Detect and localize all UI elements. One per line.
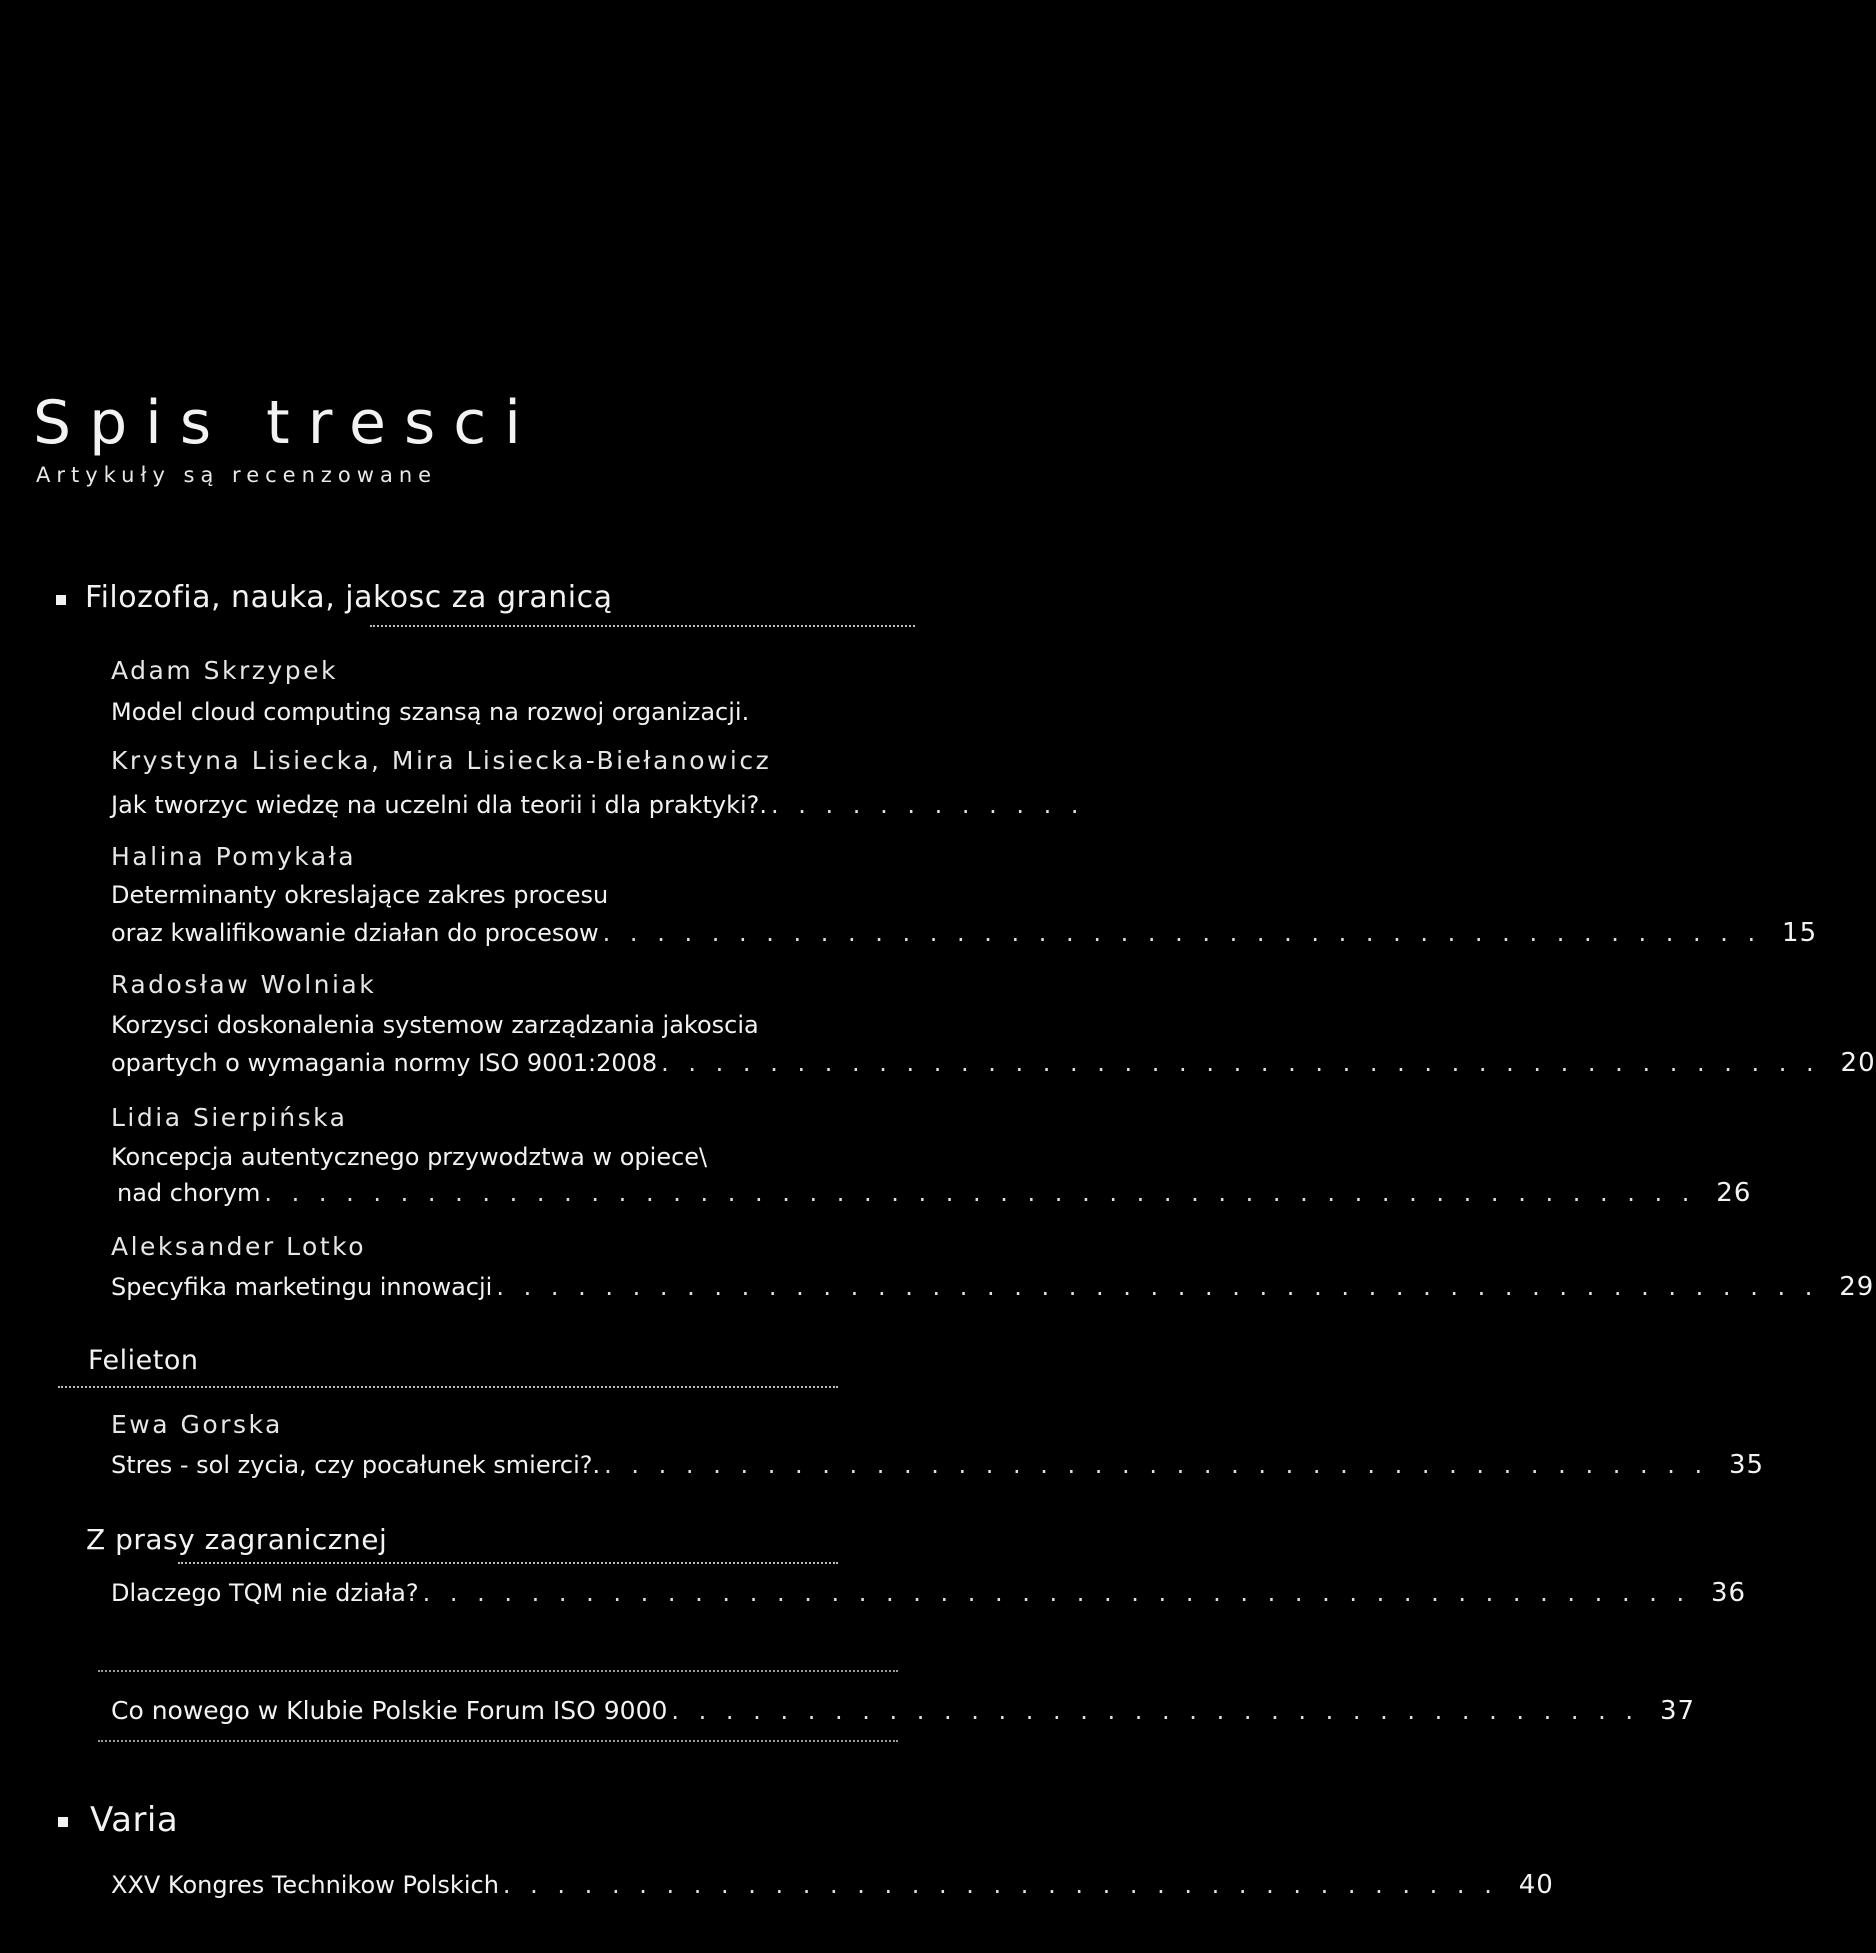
article-title: nad chorym [117,1179,261,1207]
article-title-line[interactable] [111,1048,1876,1078]
article-title-line[interactable] [111,1142,941,1172]
article-title: Koncepcja autentycznego przywodztwa w opiece\ [111,1143,708,1171]
article-title: Model cloud computing szansą na rozwoj organizacji. [111,698,750,726]
article-author: Halina Pomykała [111,842,357,871]
dot-leader: . . . . . . . . . . . . . . . . . . . . . . . . . . . . . . . . . . . . . . . . . . . [602,919,1762,947]
article-author: Radosław Wolniak [111,970,377,999]
article-title: Korzysci doskonalenia systemow zarządzania jakoscia [111,1011,759,1039]
page-number: 20 [1840,1048,1876,1078]
article-title: Co nowego w Klubie Polskie Forum ISO 9000 [111,1696,668,1725]
page-number: 37 [1659,1696,1696,1726]
article-title: Jak tworzyc wiedzę na uczelni dla teorii i dla praktyki?. [111,791,768,819]
article-title: Determinanty okreslające zakres procesu [111,881,609,909]
article-title: XXV Kongres Technikow Polskich [111,1871,499,1899]
article-author: Krystyna Lisiecka, Mira Lisiecka-Biełanowicz [111,746,772,775]
article-author: Aleksander Lotko [111,1232,367,1261]
page-title: Spis tresci [33,388,539,458]
section-heading-felieton: Felieton [88,1345,199,1376]
dot-leader: . . . . . . . . . . . . . . . . . . . . . . . . . . . . . . . . . . . . . . . . . . . . . . . . . . . . . [264,1179,1696,1207]
article-title-line[interactable] [111,1696,1696,1726]
article-title: Dlaczego TQM nie działa? [111,1579,419,1607]
dot-leader: . . . . . . . . . . . . . . . . . . . . . . . . . . . . . . . . . . . . . . . . . . . . . . . . . [496,1273,1819,1301]
article-title-line[interactable] [111,697,941,727]
article-author: Ewa Gorska [111,1410,283,1439]
section-bullet-icon [56,595,66,605]
section-bullet-icon [58,1817,68,1827]
article-title-line[interactable] [111,1578,1747,1608]
page-number: 36 [1711,1578,1747,1608]
dot-leader: . . . . . . . . . . . . . . . . . . . . . . . . . . . . . . . . . . . . . [502,1871,1498,1899]
article-title-line[interactable] [111,1010,941,1040]
article-title: Stres - sol zycia, czy pocałunek smierci?. [111,1451,601,1479]
page-number: 15 [1782,918,1818,948]
section-heading-filozofia: Filozofia, nauka, jakosc za granicą [85,580,613,615]
article-title-line[interactable] [111,1450,1765,1480]
section-divider [370,625,915,627]
section-divider [98,1670,898,1672]
section-heading-prasa: Z prasy zagranicznej [86,1523,388,1556]
page-number: 29 [1839,1272,1875,1302]
page-number: 40 [1518,1870,1554,1900]
dot-leader: . . . . . . . . . . . . [771,791,1085,819]
dot-leader: . . . . . . . . . . . . . . . . . . . . . . . . . . . . . . . . . . . . . . . . . . . [661,1049,1820,1077]
dot-leader: . . . . . . . . . . . . . . . . . . . . . . . . . . . . . . . . . . . . . . . . . . . . . . . [422,1579,1691,1607]
section-divider [58,1386,838,1388]
section-divider [98,1740,898,1742]
dot-leader: . . . . . . . . . . . . . . . . . . . . . . . . . . . . . . . . . . . . [671,1697,1640,1725]
article-title-line[interactable] [111,1272,1875,1302]
page-subtitle: Artykuły są recenzowane [36,463,438,487]
section-heading-varia: Varia [90,1800,179,1840]
section-divider [178,1562,838,1564]
article-author: Lidia Sierpińska [111,1103,348,1132]
article-title: oraz kwalifikowanie działan do procesow [111,919,599,947]
page-number: 35 [1729,1450,1765,1480]
article-title-line[interactable] [111,1178,1752,1208]
article-author: Adam Skrzypek [111,656,338,685]
page-number: 26 [1716,1178,1752,1208]
article-title-line[interactable] [111,1870,1554,1900]
dot-leader: . . . . . . . . . . . . . . . . . . . . . . . . . . . . . . . . . . . . . . . . . [604,1451,1709,1479]
article-title: opartych o wymagania normy ISO 9001:2008 [111,1049,658,1077]
article-title-line[interactable] [111,918,1818,948]
article-title-line[interactable] [111,880,941,910]
article-title: Specyfika marketingu innowacji [111,1273,493,1301]
article-title-line[interactable] [111,790,1085,820]
